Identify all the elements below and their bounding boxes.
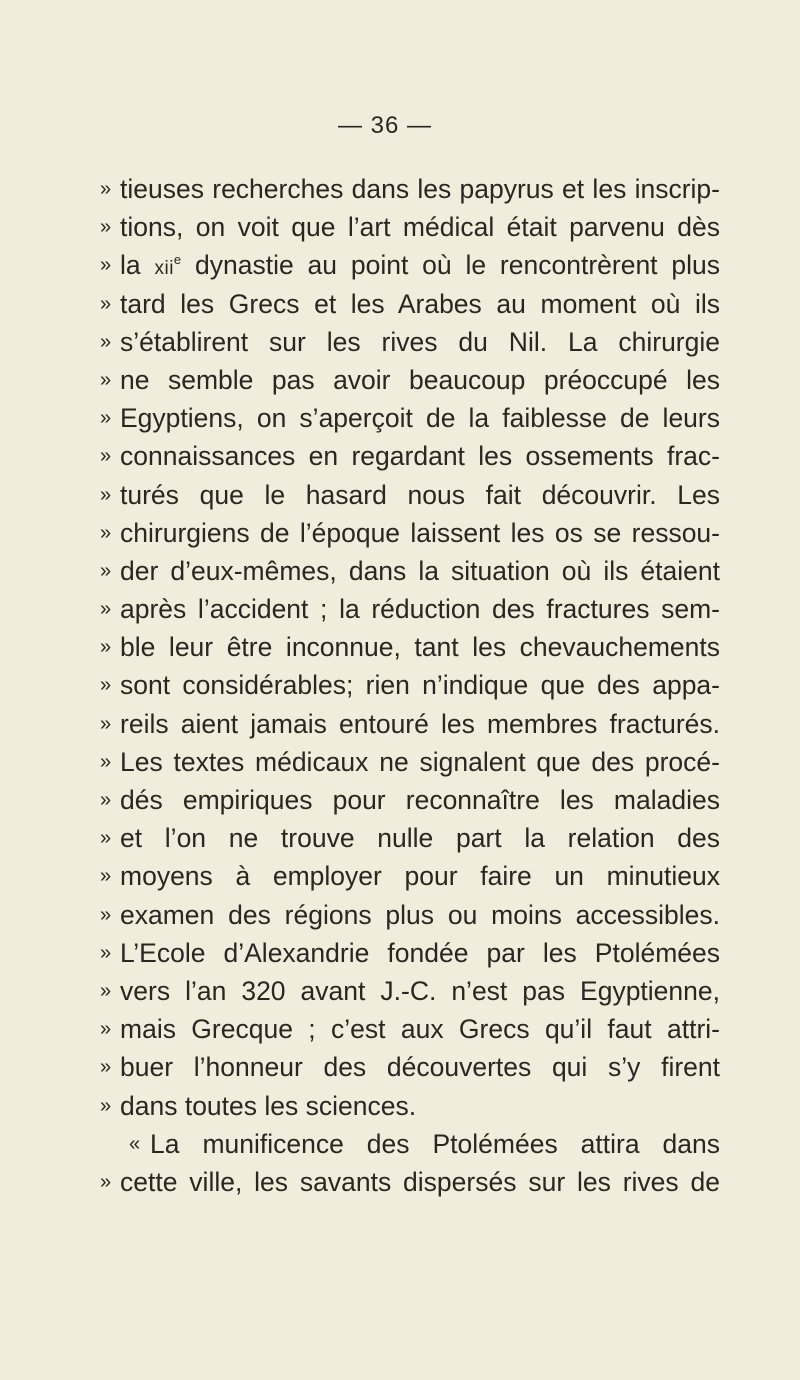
text-line [100,1163,720,1201]
text-line [100,743,720,781]
line-text: s’établirent sur les rives du Nil. La chirurgie [120,326,720,357]
line-text: chirurgiens de l’époque laissent les os se ressou- [120,517,720,548]
page-number: — 36 — [337,112,433,139]
text-line [100,628,720,666]
text-line [100,246,720,284]
text-line [100,208,720,246]
guillemet-mark: » [100,521,112,544]
guillemet-mark: » [100,636,112,659]
line-text: et l’on ne trouve nulle part la relation des [120,823,720,854]
text-line [100,781,720,819]
line-text: dans toutes les sciences. [120,1090,417,1121]
line-text: turés que le hasard nous fait découvrir. Les [120,479,720,510]
text-line [100,590,720,628]
guillemet-mark: » [100,254,112,277]
guillemet-mark: » [100,598,112,621]
line-text: mais Grecque ; c’est aux Grecs qu’il faut attri- [120,1014,720,1045]
line-text [120,246,720,288]
text-line [100,934,720,972]
opening-guillemet-mark: « [129,1132,141,1155]
text-line [100,1010,720,1048]
line-text: dés empiriques pour reconnaître les maladies [120,785,720,815]
line-text: tions, on voit que l’art médical était parvenu dès [120,212,720,243]
dynasty-numeral: xii [154,258,174,280]
text-line [100,323,720,361]
guillemet-mark: » [100,483,112,506]
text-line [100,1048,720,1086]
line-text: La munificence des Ptolémées attira dans [150,1128,720,1159]
guillemet-mark: » [100,1094,112,1117]
guillemet-mark: » [100,865,112,888]
text-line [100,476,720,514]
line-text: der d’eux-mêmes, dans la situation où ils étaient [120,555,720,586]
text-line [100,285,720,323]
guillemet-mark: » [100,674,112,697]
guillemet-mark: » [100,827,112,850]
text-line [100,361,720,399]
line-text: Les textes médicaux ne signalent que des procé- [120,746,720,777]
line-text: ne semble pas avoir beaucoup préoccupé les [120,364,720,395]
guillemet-mark: » [100,903,112,926]
text-line-paragraph-start [100,1125,720,1163]
line-text: examen des régions plus ou moins accessibles. [120,899,720,930]
text-line [100,896,720,934]
guillemet-mark: » [100,1170,112,1193]
guillemet-mark: » [100,216,112,239]
line-text: reils aient jamais entouré les membres fracturés. [120,708,720,739]
guillemet-mark: » [100,789,112,811]
line-text: après l’accident ; la réduction des fractures sem- [120,594,720,625]
text-line [100,552,720,590]
guillemet-mark: » [100,368,112,391]
text-line [100,170,720,208]
text-line-paragraph-end [100,1087,720,1125]
line-text-pre: la [120,250,155,281]
ordinal-superscript: e [173,252,182,268]
line-text: moyens à employer pour faire un minutieux [120,861,720,892]
line-text: cette ville, les savants dispersés sur les rives de [120,1166,720,1197]
line-text: connaissances en regardant les ossements frac- [120,441,720,472]
guillemet-mark: » [100,941,112,964]
text-line [100,437,720,475]
guillemet-mark: » [100,559,112,582]
line-text: tieuses recherches dans les papyrus et les inscrip- [120,174,720,204]
line-text: sont considérables; rien n’indique que des appa- [120,670,720,701]
line-text: L’Ecole d’Alexandrie fondée par les Ptolémées [120,937,720,968]
line-text: Egyptiens, on s’aperçoit de la faiblesse de leurs [120,403,720,434]
text-line [100,857,720,895]
guillemet-mark: » [100,1018,112,1041]
line-text: tard les Grecs et les Arabes au moment où ils [120,288,720,319]
guillemet-mark: » [100,178,112,200]
guillemet-mark: » [100,1056,112,1079]
guillemet-mark: » [100,712,112,735]
body-text [100,170,720,1201]
guillemet-mark: » [100,330,112,353]
text-line [100,514,720,552]
text-line [100,399,720,437]
text-line [100,705,720,743]
line-text: ble leur être inconnue, tant les chevauchements [120,632,720,663]
guillemet-mark: » [100,750,112,773]
line-text: vers l’an 320 avant J.-C. n’est pas Egyptienne, [120,975,720,1006]
guillemet-mark: » [100,979,112,1002]
guillemet-mark: » [100,292,112,315]
line-text: buer l’honneur des découvertes qui s’y firent [120,1052,720,1083]
guillemet-mark: » [100,445,112,468]
line-text-post: dynastie au point où le rencontrèrent plus [181,250,720,281]
text-line [100,666,720,704]
guillemet-mark: » [100,407,112,430]
text-line [100,972,720,1010]
text-line [100,819,720,857]
